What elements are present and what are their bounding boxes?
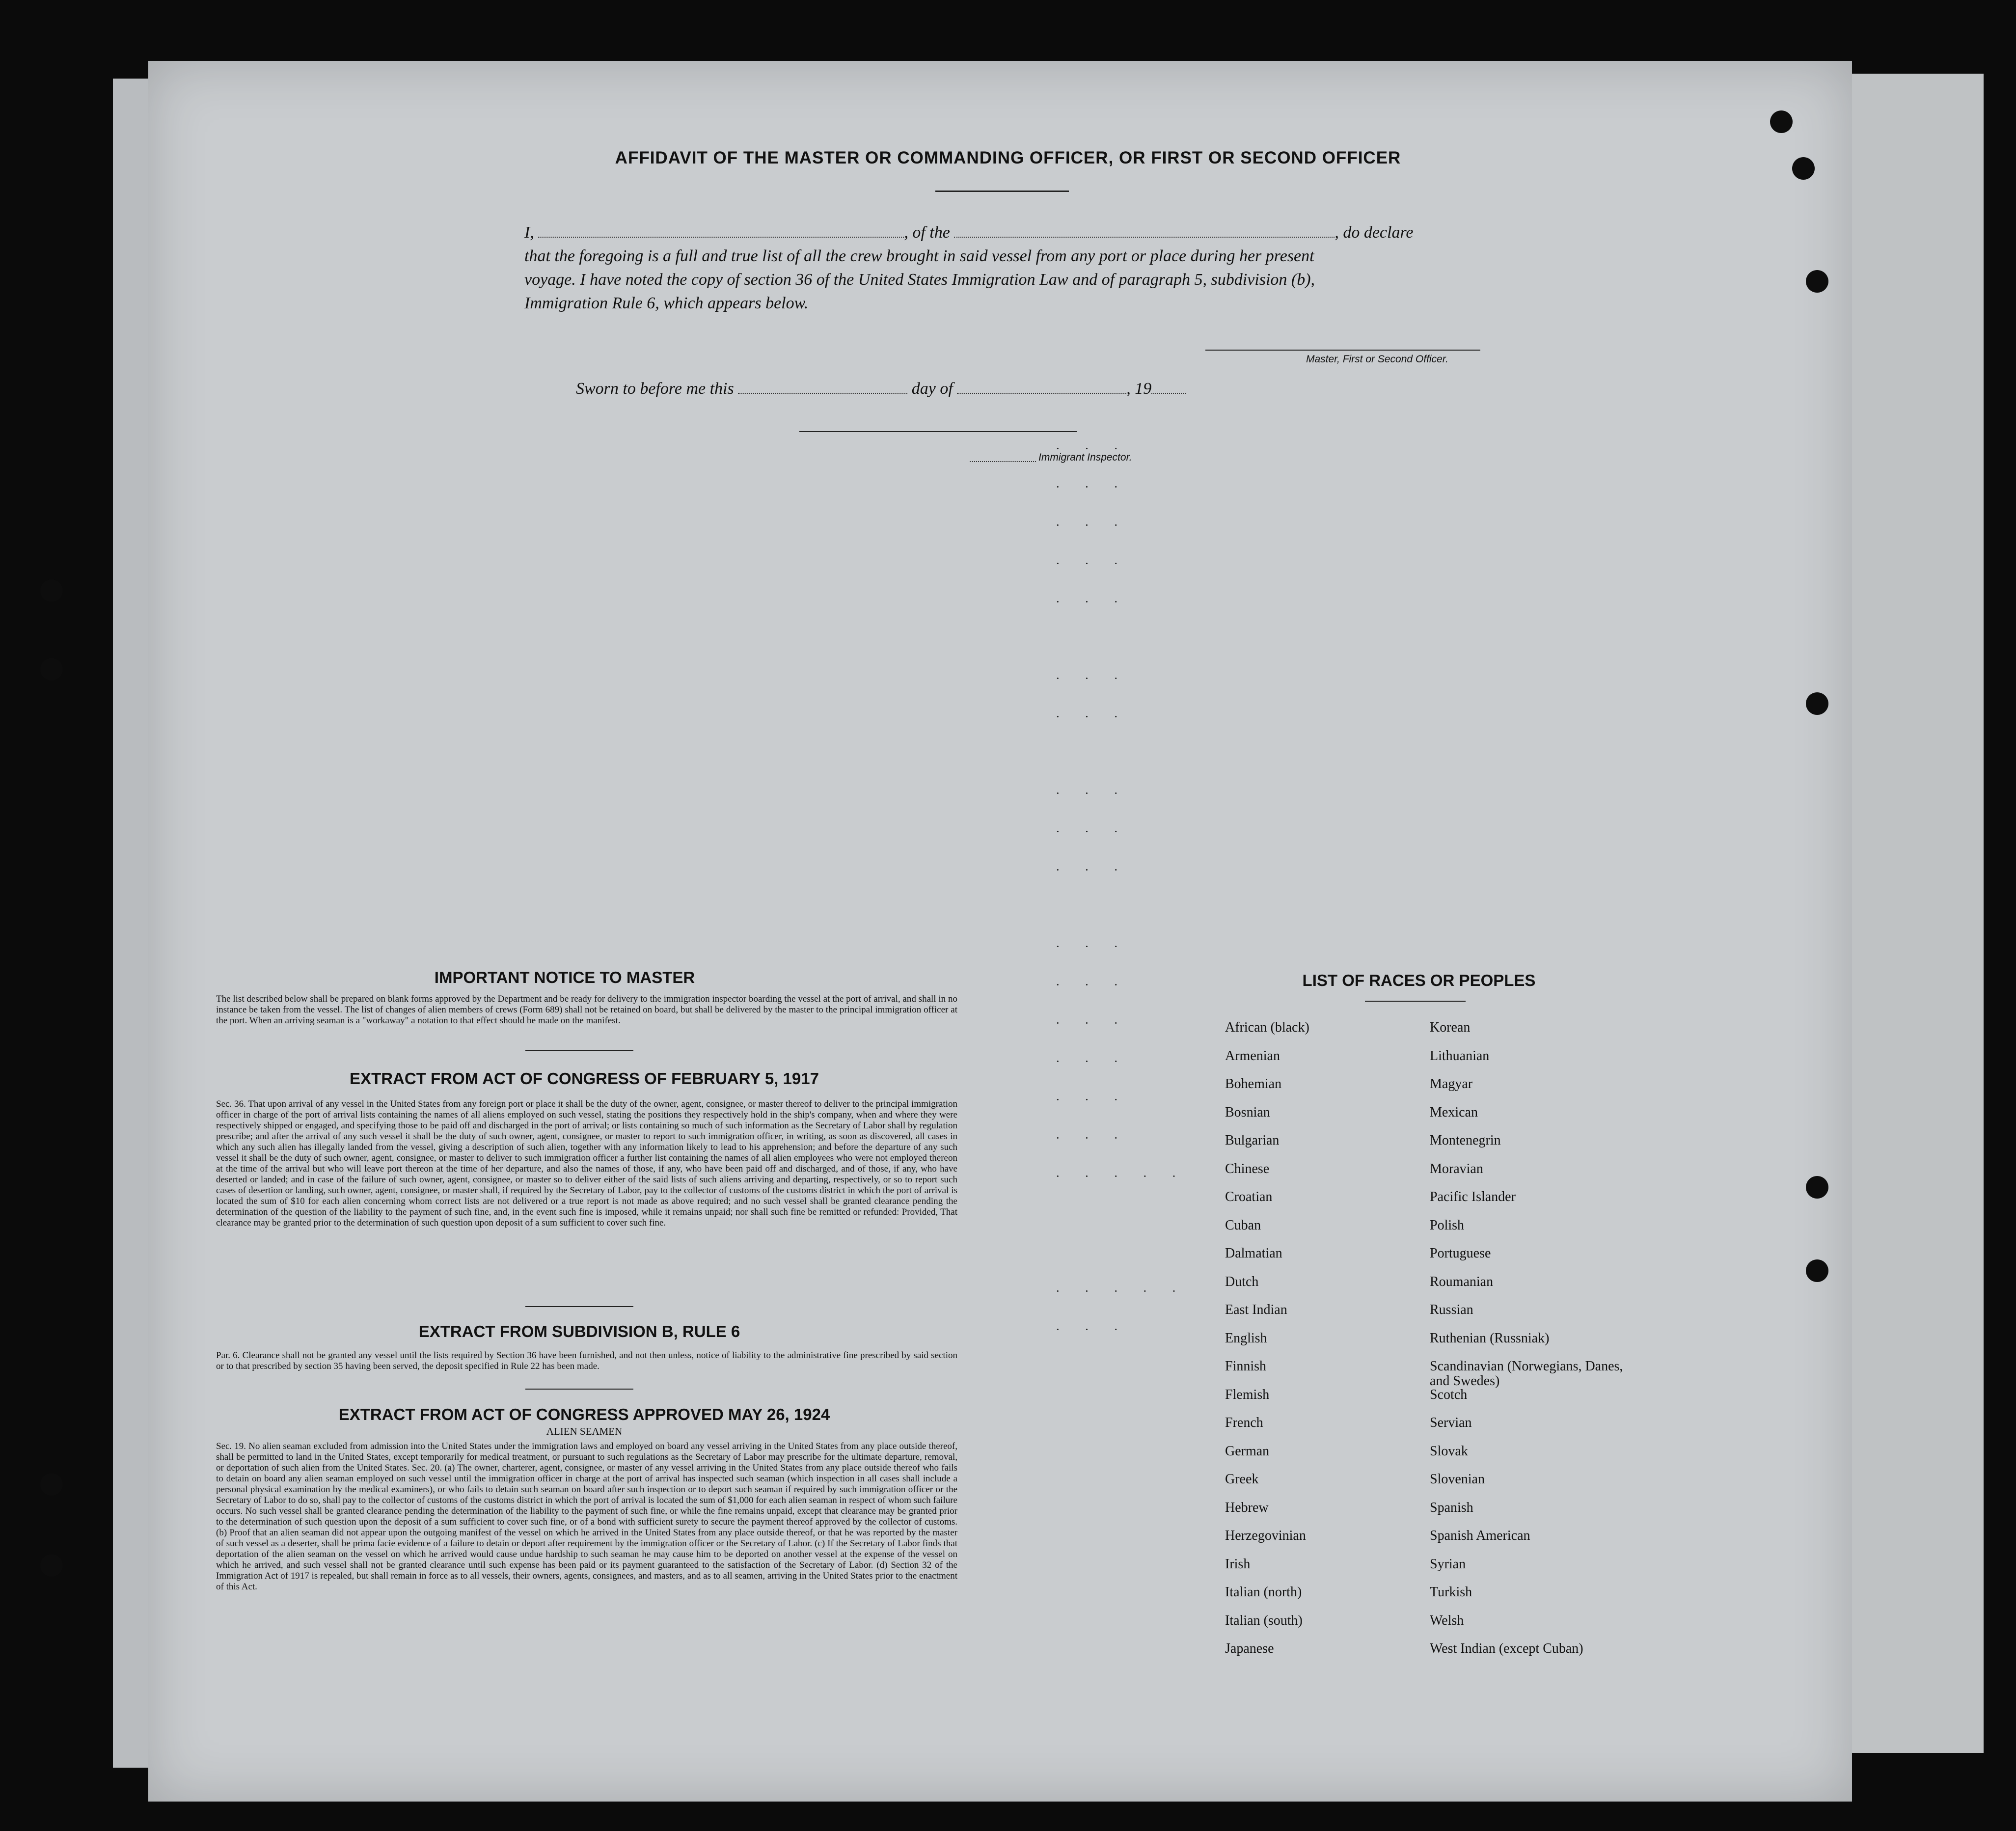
inspector-label-dots — [970, 454, 1036, 462]
act-1924-subtitle: ALIEN SEAMEN — [546, 1425, 623, 1437]
act-1924-title: EXTRACT FROM ACT OF CONGRESS APPROVED MAY 26, 1924 — [338, 1405, 830, 1423]
declaration-i: I, — [524, 223, 534, 242]
race-item: Bohemian — [1225, 1076, 1282, 1092]
race-item: Syrian — [1430, 1556, 1466, 1572]
notice-body: The list described below shall be prepared on blank forms approved by the Department and be ready for delivery to the immigration inspector boarding the vessel at the port of arrival, and shall in no instance be taken from the vessel. The list of changes of alien members of crews (Form 689) shall not be retained on board, but shall be delivered by the master to the principal immigration officer at the port. When an arriving seaman is a "workaway" a notation to that effect should be made on the manifest. — [216, 994, 957, 1026]
race-item: Spanish American — [1430, 1528, 1530, 1543]
declaration-line-2: that the foregoing is a full and true list of all the crew brought in said vessel from any port or place during her present — [524, 247, 1314, 265]
punch-hole — [40, 579, 63, 602]
sworn-text: Sworn to before me this — [576, 380, 734, 398]
rule-6-body: Par. 6. Clearance shall not be granted any vessel until the lists required by Section 36 have been furnished, and not then unless, notice of liability to the administrative fine prescribed by said section or to that prescribed by section 35 having been served, the deposit specified in Rule 22 has been made. — [216, 1350, 957, 1371]
race-item: Japanese — [1225, 1641, 1274, 1656]
race-item: Cuban — [1225, 1217, 1261, 1233]
race-item: Slovak — [1430, 1443, 1468, 1459]
race-item: Dalmatian — [1225, 1246, 1282, 1261]
race-item: Herzegovinian — [1225, 1528, 1306, 1543]
race-item: Turkish — [1430, 1585, 1472, 1600]
race-item: Italian (north) — [1225, 1585, 1302, 1600]
race-item: Bulgarian — [1225, 1133, 1280, 1148]
notice-title: IMPORTANT NOTICE TO MASTER — [434, 968, 695, 986]
race-item: Spanish — [1430, 1500, 1473, 1515]
punch-hole — [40, 658, 63, 681]
race-item: Roumanian — [1430, 1274, 1494, 1289]
inspector-label: Immigrant Inspector. — [1038, 452, 1132, 463]
race-item: Ruthenian (Russniak) — [1430, 1330, 1550, 1346]
sworn-year-field[interactable] — [1151, 381, 1186, 394]
title-divider — [935, 191, 1069, 192]
punch-hole — [1806, 1259, 1828, 1282]
race-item: West Indian (except Cuban) — [1430, 1641, 1583, 1656]
race-item: Bosnian — [1225, 1104, 1270, 1120]
race-item: Servian — [1430, 1415, 1472, 1430]
punch-hole — [1806, 270, 1828, 293]
sworn-month-field[interactable] — [957, 381, 1126, 394]
race-item: Armenian — [1225, 1048, 1280, 1064]
inspector-line[interactable] — [799, 431, 1077, 432]
race-item: Dutch — [1225, 1274, 1259, 1289]
races-column-2 — [1430, 1020, 1636, 1670]
races-title: LIST OF RACES OR PEOPLES — [1302, 971, 1536, 989]
notice-divider — [525, 1050, 633, 1051]
race-item: English — [1225, 1330, 1267, 1346]
race-item: Finnish — [1225, 1359, 1267, 1374]
rule-6-title: EXTRACT FROM SUBDIVISION B, RULE 6 — [418, 1322, 740, 1340]
race-item: Pacific Islander — [1430, 1189, 1516, 1204]
race-item: Moravian — [1430, 1161, 1483, 1176]
race-item: German — [1225, 1443, 1270, 1459]
act-1917-divider — [525, 1306, 633, 1307]
punch-hole — [1806, 692, 1828, 715]
punch-hole — [40, 1473, 63, 1496]
race-item: French — [1225, 1415, 1263, 1430]
sworn-day-field[interactable] — [738, 381, 907, 394]
affidavit-title: AFFIDAVIT OF THE MASTER OR COMMANDING OFFICER, OR FIRST OR SECOND OFFICER — [615, 148, 1401, 167]
race-item: Korean — [1430, 1020, 1471, 1035]
race-item: Irish — [1225, 1556, 1251, 1572]
race-item: Chinese — [1225, 1161, 1270, 1176]
act-1917-body: Sec. 36. That upon arrival of any vessel in the United States from any foreign port or place it shall be the duty of the owner, agent, consignee, or master thereof to deliver to the principal immigration officer in charge of the port of arrival lists containing the names of all aliens employed on such vessel, stating the positions they respectively hold in the ship's company, when and where they were respectively shipped or engaged, and specifying those to be paid off and discharged in the port of arrival; or lists containing so much of such information as the Secretary of Labor shall by regulation prescribe; and after the arrival of any such vessel it shall be the duty of such owner, agent, consignee, or master to report to such immigration officer, in writing, as soon as discovered, all cases in which any such alien has illegally landed from the vessel, giving a description of such alien, together with any information likely to lead to his apprehension; and before the departure of any such vessel it shall be the duty of such owner, agent, consignee, or master to deliver to such immigration officer a further list containing the names of all alien employees who were not employed thereon at the time of the arrival but who will leave port thereon at the time of her departure, and also the names of those, if any, who have been paid off and discharged, and of those, if any, who have deserted or landed; and in case of the failure of such owner, agent, consignee, or master so to deliver either of the said lists of such aliens arriving and departing, respectively, or so to report such cases of desertion or landing, such owner, agent, consignee, or master shall, if required by the Secretary of Labor, pay to the collector of customs of the customs district in which the port of arrival is located the sum of $10 for each alien concerning whom correct lists are not delivered or a true report is not made as above required; and no such vessel shall be granted clearance pending the determination of the question of the liability to the payment of such fine, and, in the event such fine is imposed, while it remains unpaid; nor shall such fine be remitted or refunded: Provided, That clearance may be granted prior to the determination of such question upon deposit of a sum sufficient to cover such fine. — [216, 1099, 957, 1228]
name-field[interactable] — [538, 225, 904, 238]
race-item: Welsh — [1430, 1612, 1464, 1628]
race-item: Russian — [1430, 1302, 1473, 1317]
vessel-field[interactable] — [954, 225, 1335, 238]
punch-hole — [40, 1554, 63, 1577]
race-item: Croatian — [1225, 1189, 1273, 1204]
race-item: Italian (south) — [1225, 1612, 1303, 1628]
races-divider — [1365, 1001, 1466, 1002]
signature-line[interactable] — [1205, 350, 1480, 351]
race-item: East Indian — [1225, 1302, 1287, 1317]
punch-hole — [1770, 110, 1793, 133]
race-item: Scotch — [1430, 1387, 1468, 1402]
declaration-line-4: Immigration Rule 6, which appears below. — [524, 294, 809, 312]
declaration-do-declare: , do declare — [1335, 223, 1414, 242]
race-item: Portuguese — [1430, 1246, 1491, 1261]
race-item: Hebrew — [1225, 1500, 1269, 1515]
declaration-line-1 — [524, 221, 1482, 245]
races-column-1 — [1225, 1020, 1421, 1670]
race-item: Lithuanian — [1430, 1048, 1490, 1064]
declaration-line-3: voyage. I have noted the copy of section 36 of the United States Immigration Law and of paragraph 5, subdivision (b), — [524, 271, 1315, 289]
race-item: Greek — [1225, 1472, 1259, 1487]
race-item: Slovenian — [1430, 1472, 1485, 1487]
sworn-line — [576, 377, 1263, 401]
rule-6-divider — [525, 1389, 633, 1390]
sworn-year-prefix: , 19 — [1126, 380, 1152, 398]
act-1924-body: Sec. 19. No alien seaman excluded from admission into the United States under the immigration laws and employed on board any vessel arriving in the United States from any place outside thereof, shall be permitted to land in the United States, except temporarily for medical treatment, or pursuant to such regulations as the Secretary of Labor may prescribe for the ultimate departure, removal, or deportation of such alien from the United States. Sec. 20. (a) The owner, charterer, agent, consignee, or master of any vessel arriving in the United States from any place outside thereof who fails to detain on board any alien seaman employed on such vessel until the immigration officer in charge at the port of arrival has inspected such seaman (which inspection in all cases shall include a personal physical examination by the medical examiners), or who fails to detain such seaman on board after such inspection or to deport such seaman if required by such immigration officer or the Secretary of Labor to do so, shall pay to the collector of customs of the customs district in which the port of arrival is located the sum of $1,000 for each alien seaman in respect of whom such failure occurs. No such vessel shall be granted clearance pending the determination of the liability to the payment of such fine, or while the fine remains unpaid, except that clearance may be granted prior to the determination of such question upon the deposit of a sum sufficient to cover such fine, or of a bond with sufficient surety to secure the payment thereof approved by the collector of customs. (b) Proof that an alien seaman did not appear upon the outgoing manifest of the vessel on which he arrived in the United States from any place outside thereof, or that he was reported by the master of such vessel as a deserter, shall be prima facie evidence of a failure to detain or deport after requirement by the immigration officer or the Secretary of Labor. (c) If the Secretary of Labor finds that deportation of the alien seaman on the vessel on which he arrived would cause undue hardship to such seaman he may cause him to be deported on another vessel at the expense of the vessel on which he arrived, and such vessel shall not be granted clearance until such expense has been paid or its payment guaranteed to the satisfaction of the Secretary of Labor. (d) Section 32 of the Immigration Act of 1917 is repealed, but shall remain in force as to all vessels, their owners, agents, consignees, and masters, and as to all seamen, arriving in the United States prior to the enactment of this Act. — [216, 1441, 957, 1592]
sworn-day-of: day of — [911, 380, 953, 398]
declaration-of-the: , of the — [904, 223, 950, 242]
race-item: Magyar — [1430, 1076, 1473, 1092]
faint-marks: · · · · · · · · · · · · · · · · · · · · · · · · · · · · · · · · · · · · · · · · · · · · · · · · · · · · · · · · · · · · · — [1056, 441, 1187, 1337]
punch-hole — [1806, 1176, 1828, 1199]
race-item: Mexican — [1430, 1104, 1478, 1120]
race-item: Flemish — [1225, 1387, 1270, 1402]
race-item: Polish — [1430, 1217, 1465, 1233]
race-item: African (black) — [1225, 1020, 1309, 1035]
race-item: Montenegrin — [1430, 1133, 1501, 1148]
act-1917-title: EXTRACT FROM ACT OF CONGRESS OF FEBRUARY 5, 1917 — [350, 1069, 819, 1088]
signature-label: Master, First or Second Officer. — [1306, 354, 1448, 365]
race-item: Scandinavian (Norwegians, Danes, and Swedes) — [1430, 1359, 1623, 1389]
